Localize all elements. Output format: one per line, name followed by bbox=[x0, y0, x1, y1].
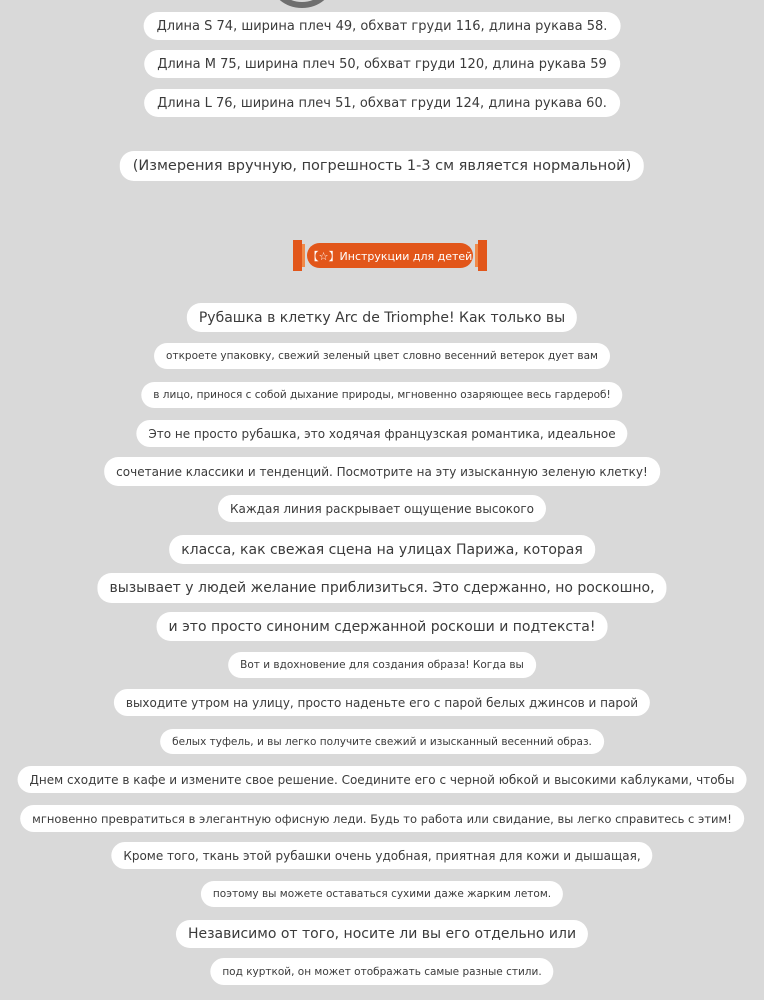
description-line: и это просто синоним сдержанной роскоши и подтекста! bbox=[157, 612, 608, 641]
top-circle-decoration bbox=[267, 0, 337, 8]
banner-label: 【☆】Инструкции для детей bbox=[307, 243, 473, 268]
description-line: Каждая линия раскрывает ощущение высокого bbox=[218, 495, 546, 522]
description-line: вызывает у людей желание приблизиться. Это сдержанно, но роскошно, bbox=[97, 573, 666, 603]
banner-left-bar bbox=[293, 240, 302, 271]
size-s-row: Длина S 74, ширина плеч 49, обхват груди 116, длина рукава 58. bbox=[144, 12, 621, 40]
description-line: белых туфель, и вы легко получите свежий и изысканный весенний образ. bbox=[160, 729, 604, 754]
description-line: Рубашка в клетку Arc de Triomphe! Как только вы bbox=[187, 303, 577, 332]
description-line: поэтому вы можете оставаться сухими даже жарким летом. bbox=[201, 881, 563, 907]
banner-right-bar bbox=[478, 240, 487, 271]
description-line: Это не просто рубашка, это ходячая французская романтика, идеальное bbox=[136, 420, 627, 447]
description-line: в лицо, принося с собой дыхание природы, мгновенно озаряющее весь гардероб! bbox=[141, 382, 622, 408]
description-line: выходите утром на улицу, просто наденьте его с парой белых джинсов и парой bbox=[114, 689, 650, 716]
description-line: Днем сходите в кафе и измените свое решение. Соедините его с черной юбкой и высокими каблуками, чтобы bbox=[18, 766, 747, 793]
description-line: Кроме того, ткань этой рубашки очень удобная, приятная для кожи и дышащая, bbox=[111, 842, 652, 869]
description-line: под курткой, он может отображать самые разные стили. bbox=[210, 958, 553, 985]
description-line: мгновенно превратиться в элегантную офисную леди. Будь то работа или свидание, вы легко справитесь с этим! bbox=[20, 805, 744, 832]
size-l-row: Длина L 76, ширина плеч 51, обхват груди 124, длина рукава 60. bbox=[144, 89, 620, 117]
section-banner bbox=[293, 240, 487, 271]
description-line: сочетание классики и тенденций. Посмотрите на эту изысканную зеленую клетку! bbox=[104, 457, 660, 486]
description-line: откроете упаковку, свежий зеленый цвет словно весенний ветерок дует вам bbox=[154, 343, 610, 369]
measurement-note: (Измерения вручную, погрешность 1-3 см является нормальной) bbox=[120, 151, 644, 181]
description-line: Независимо от того, носите ли вы его отдельно или bbox=[176, 920, 588, 948]
size-m-row: Длина M 75, ширина плеч 50, обхват груди 120, длина рукава 59 bbox=[144, 50, 620, 78]
description-line: класса, как свежая сцена на улицах Парижа, которая bbox=[169, 535, 595, 564]
description-line: Вот и вдохновение для создания образа! Когда вы bbox=[228, 652, 536, 678]
